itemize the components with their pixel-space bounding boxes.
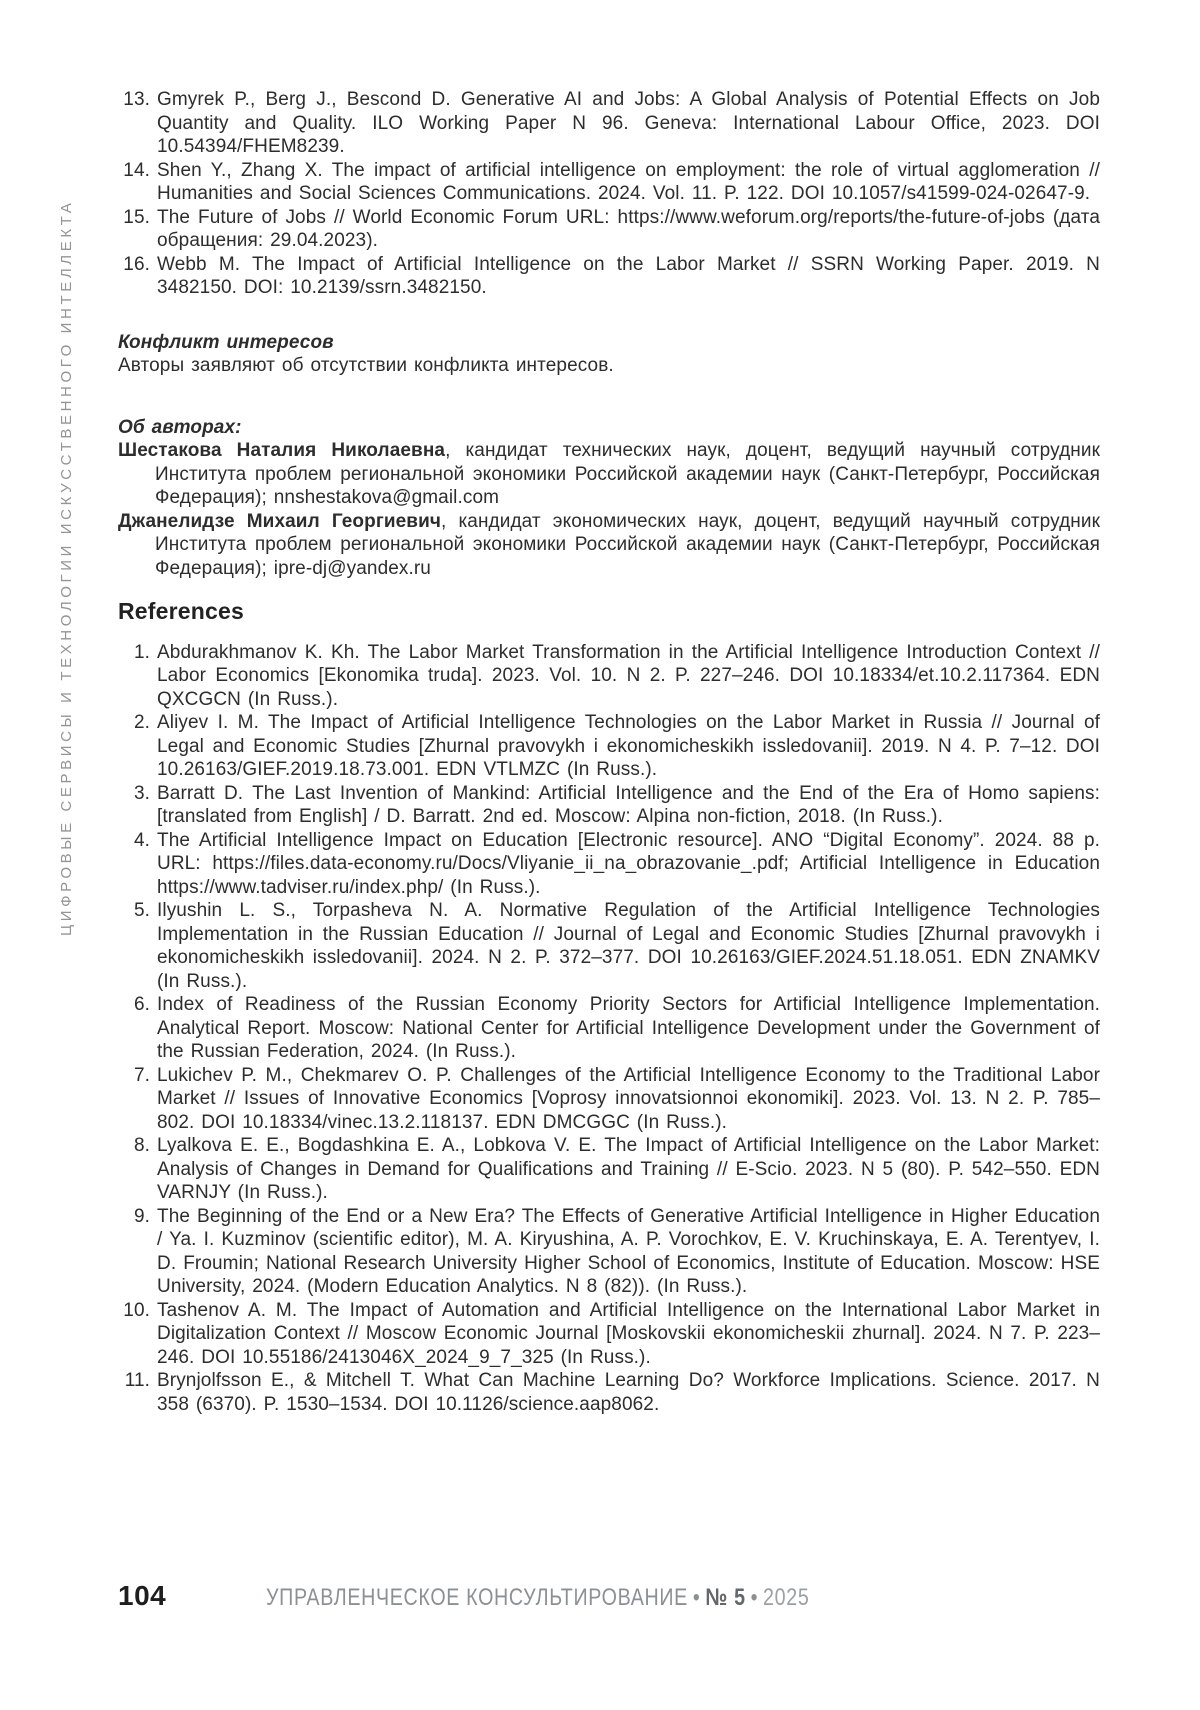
reference-text: The Beginning of the End or a New Era? The Effects of Generative Artificial Intelligence in Higher Education / Ya. I. Kuzminov (scientific editor), M. A. Kiryushina, A. P. Vorochkov, E. V. Kruchinskaya, E. A. Terentyev, I. D. Froumin; National Research University Higher School of Economics, Institute of Education. Moscow: HSE University, 2024. (Modern Education Analytics. N 8 (82)). (In Russ.). (157, 1205, 1100, 1297)
author-name: Джанелидзе Михаил Георгиевич (118, 510, 441, 532)
reference-text: The Future of Jobs // World Economic Forum URL: https://www.weforum.org/reports/the-future-of-jobs (дата обращения: 29.04.2023). (157, 206, 1100, 251)
reference-item (118, 711, 1100, 782)
author-details: , кандидат экономических наук, доцент, ведущий научный сотрудник Института проблем региональной экономики Российской академии наук (Санкт-Петербург, Российская Федерация); ipre-dj@yandex.ru (155, 510, 1100, 579)
references-section (118, 600, 1100, 1416)
footer-journal-line (266, 1584, 809, 1612)
conflict-of-interest-heading: Конфликт интересов (118, 331, 334, 353)
page-number: 104 (118, 1580, 167, 1611)
about-authors-section (118, 416, 1100, 581)
references-list (118, 641, 1100, 1417)
reference-text: Gmyrek P., Berg J., Bescond D. Generative AI and Jobs: A Global Analysis of Potential Effects on Job Quantity and Quality. ILO Working Paper N 96. Geneva: International Labour Office, 2023. DOI 10.54394/FHEM8239. (157, 89, 1100, 157)
reference-text: Barratt D. The Last Invention of Mankind: Artificial Intelligence and the End of the Era of Homo sapiens: [translated from English] / D. Barratt. 2nd ed. Moscow: Alpina non-fiction, 2018. (In Russ.). (157, 782, 1100, 827)
reference-number: 10. (123, 1299, 150, 1321)
reference-item (118, 1369, 1100, 1416)
reference-item (118, 1299, 1100, 1370)
about-authors-heading: Об авторах: (118, 416, 242, 438)
footer-issue: № 5 (705, 1584, 746, 1611)
footer-separator: • (750, 1584, 759, 1611)
reference-number: 8. (133, 1135, 150, 1156)
reference-text: Brynjolfsson E., & Mitchell T. What Can Machine Learning Do? Workforce Implications. Science. 2017. N 358 (6370). P. 1530–1534. DOI 10.1126/science.aap8062. (157, 1370, 1100, 1415)
reference-text: Shen Y., Zhang X. The impact of artificial intelligence on employment: the role of virtual agglomeration // Humanities and Social Sciences Communications. 2024. Vol. 11. P. 122. DOI 10.1057/s41599-024-02647-9. (157, 159, 1100, 204)
references-heading: References (118, 598, 245, 624)
reference-item (118, 88, 1100, 159)
footer-year: 2025 (763, 1584, 810, 1611)
reference-item (118, 1134, 1100, 1205)
reference-item (118, 782, 1100, 829)
author-details: , кандидат технических наук, доцент, ведущий научный сотрудник Института проблем региональной экономики Российской академии наук (Санкт-Петербург, Российская Федерация); nnshestakova@gmail.com (155, 440, 1100, 508)
footer-journal-title: УПРАВЛЕНЧЕСКОЕ КОНСУЛЬТИРОВАНИЕ (266, 1584, 689, 1611)
reference-text: The Artificial Intelligence Impact on Education [Electronic resource]. ANO “Digital Economy”. 2024. 88 p. URL: https://files.data-economy.ru/Docs/Vliyanie_ii_na_obrazovanie_.pdf; Artificial Intelligence in Education https://www.tadviser.ru/index.php/ (In Russ.). (157, 829, 1100, 898)
reference-number: 15. (123, 206, 150, 228)
conflict-of-interest-statement: Авторы заявляют об отсутствии конфликта интересов. (118, 355, 614, 376)
author-entry (118, 510, 1100, 581)
reference-number: 5. (133, 900, 150, 921)
reference-item (118, 1064, 1100, 1135)
reference-text: Lyalkova E. E., Bogdashkina E. A., Lobkova V. E. The Impact of Artificial Intelligence on the Labor Market: Analysis of Changes in Demand for Qualifications and Training // E-Scio. 2023. N 5 (80). P. 542–550. EDN VARNJY (In Russ.). (157, 1135, 1100, 1203)
reference-number: 2. (133, 712, 150, 733)
reference-item (118, 829, 1100, 900)
reference-text: Webb M. The Impact of Artificial Intelligence on the Labor Market // SSRN Working Paper. 2019. N 3482150. DOI: 10.2139/ssrn.3482150. (157, 253, 1100, 298)
reference-text: Index of Readiness of the Russian Economy Priority Sectors for Artificial Intelligence Implementation. Analytical Report. Moscow: National Center for Artificial Intelligence Development under the Government of the Russian Federation, 2024. (In Russ.). (157, 994, 1100, 1062)
reference-number: 6. (133, 994, 150, 1015)
conflict-of-interest-section (118, 331, 1100, 378)
footer-separator: • (693, 1584, 701, 1611)
page-footer (118, 1580, 929, 1612)
reference-number: 4. (133, 829, 150, 851)
reference-item (118, 253, 1100, 300)
reference-number: 3. (133, 782, 150, 804)
reference-item (118, 993, 1100, 1064)
reference-text: Lukichev P. M., Chekmarev O. P. Challenges of the Artificial Intelligence Economy to the Traditional Labor Market // Issues of Innovative Economics [Voprosy innovatsionnoi ekonomiki]. 2023. Vol. 13. N 2. P. 785–802. DOI 10.18334/vinec.13.2.118137. EDN DMCGGC (In Russ.). (157, 1064, 1100, 1133)
reference-text: Ilyushin L. S., Torpasheva N. A. Normative Regulation of the Artificial Intelligence Technologies Implementation in the Russian Education // Journal of Legal and Economic Studies [Zhurnal pravovykh i ekonomicheskikh issledovanii]. 2024. N 2. P. 372–377. DOI 10.26163/GIEF.2024.51.18.051. EDN ZNAMKV (In Russ.). (157, 900, 1100, 992)
reference-number: 13. (123, 89, 150, 110)
literature-list-continuation (118, 88, 1100, 300)
reference-number: 11. (124, 1370, 150, 1391)
reference-item (118, 899, 1100, 993)
reference-number: 9. (133, 1205, 150, 1227)
reference-text: Aliyev I. M. The Impact of Artificial Intelligence Technologies on the Labor Market in Russia // Journal of Legal and Economic Studies [Zhurnal pravovykh i ekonomicheskikh issledovanii]. 2019. N 4. P. 7–12. DOI 10.26163/GIEF.2019.18.73.001. EDN VTLMZC (In Russ.). (157, 712, 1100, 780)
reference-number: 14. (123, 159, 150, 181)
page-content (118, 88, 1100, 1416)
reference-text: Abdurakhmanov K. Kh. The Labor Market Transformation in the Artificial Intelligence Introduction Context // Labor Economics [Ekonomika truda]. 2023. Vol. 10. N 2. P. 227–246. DOI 10.18334/et.10.2.117364. EDN QXCGCN (In Russ.). (157, 641, 1100, 710)
reference-item (118, 206, 1100, 253)
reference-item (118, 1205, 1100, 1299)
reference-number: 1. (133, 641, 150, 663)
reference-number: 16. (123, 253, 150, 275)
author-name: Шестакова Наталия Николаевна (118, 440, 446, 461)
journal-section-vertical-label: ЦИФРОВЫЕ СЕРВИСЫ И ТЕХНОЛОГИИ ИСКУССТВЕННОГО ИНТЕЛЛЕКТА (58, 199, 75, 936)
reference-item (118, 641, 1100, 712)
reference-text: Tashenov A. M. The Impact of Automation and Artificial Intelligence on the International Labor Market in Digitalization Context // Moscow Economic Journal [Moskovskii ekonomicheskii zhurnal]. 2024. N 7. P. 223–246. DOI 10.55186/2413046X_2024_9_7_325 (In Russ.). (157, 1299, 1100, 1368)
reference-item (118, 159, 1100, 206)
author-entry (118, 439, 1100, 510)
reference-number: 7. (133, 1064, 150, 1086)
